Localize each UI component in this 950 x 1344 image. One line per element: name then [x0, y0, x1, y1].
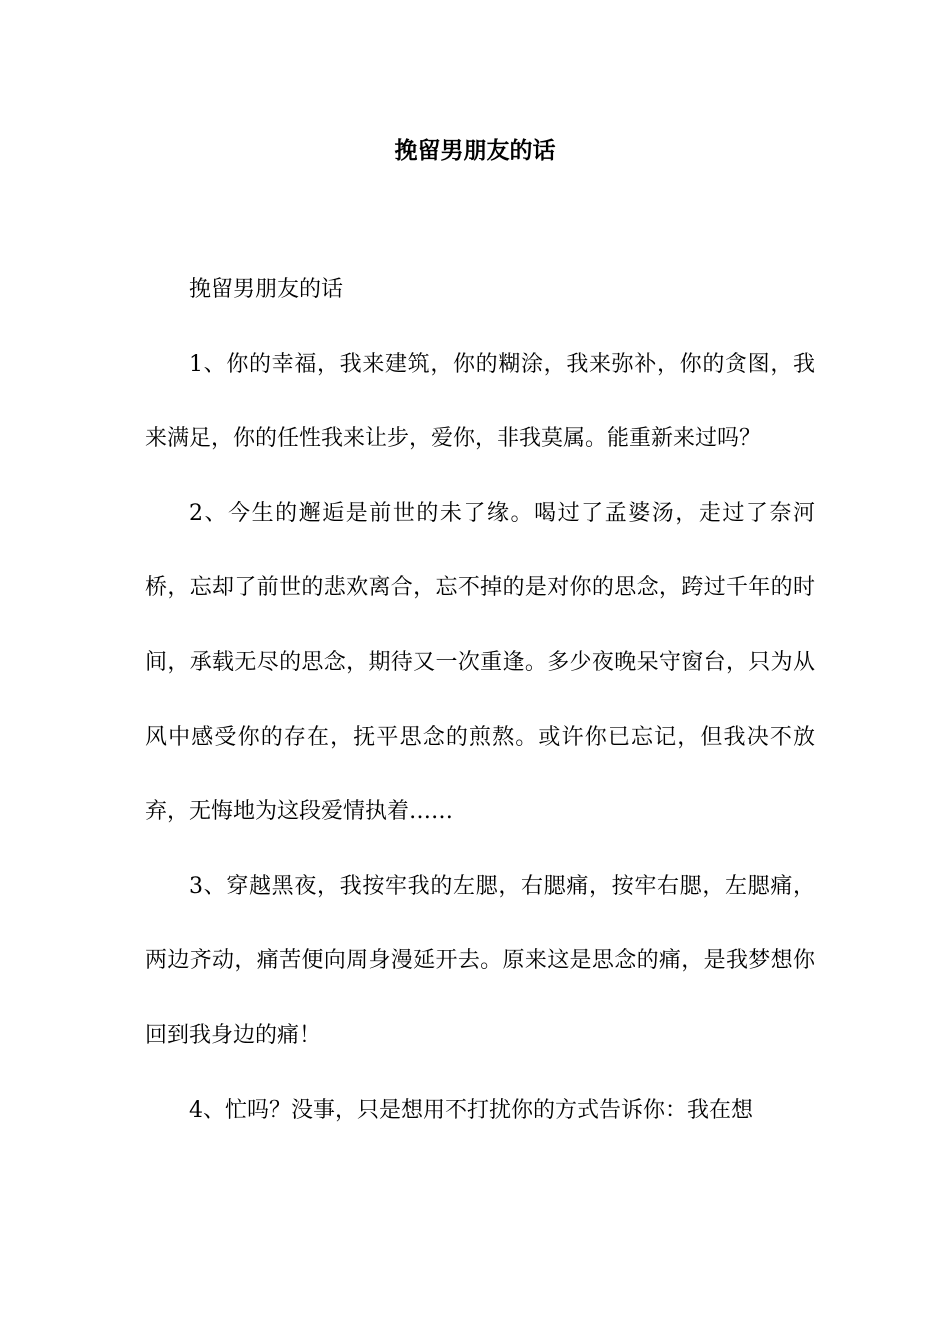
paragraph-3: 3、穿越黑夜，我按牢我的左腮，右腮痛，按牢右腮，左腮痛，两边齐动，痛苦便向周身漫延开去。原来这是思念的痛，是我梦想你回到我身边的痛！: [145, 873, 815, 1048]
paragraph-1: 1、你的幸福，我来建筑，你的糊涂，我来弥补，你的贪图，我来满足，你的任性我来让步，爱你，非我莫属。能重新来过吗？: [145, 351, 815, 452]
document-body: [145, 253, 815, 1148]
paragraph-2: 2、今生的邂逅是前世的未了缘。喝过了孟婆汤，走过了奈河桥，忘却了前世的悲欢离合，忘不掉的是对你的思念，跨过千年的时间，承载无尽的思念，期待又一次重逢。多少夜晚呆守窗台，只为从风中感受你的存在，抚平思念的煎熬。或许你已忘记，但我决不放弃，无悔地为这段爱情执着……: [145, 500, 815, 825]
document-title: 挽留男朋友的话: [394, 137, 556, 164]
paragraph-4: 4、忙吗？没事，只是想用不打扰你的方式告诉你：我在想: [189, 1097, 753, 1123]
paragraph-subtitle: 挽留男朋友的话: [189, 277, 344, 302]
